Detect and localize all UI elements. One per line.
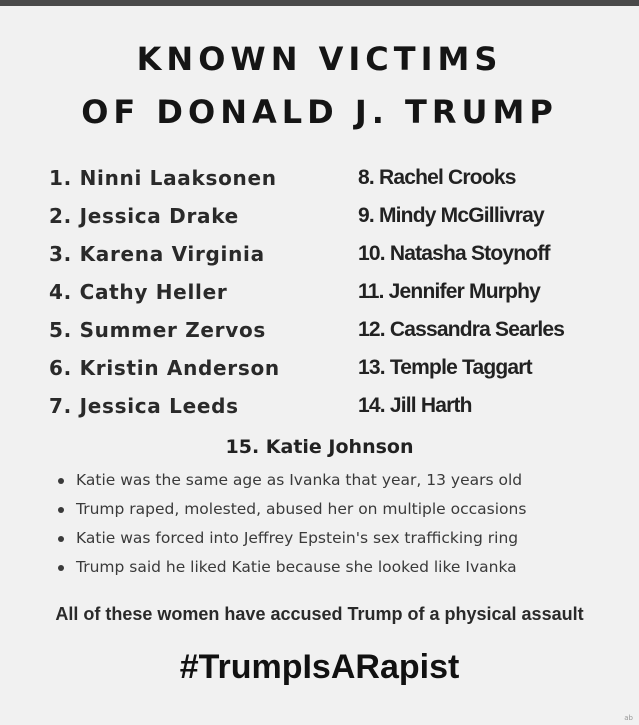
hashtag-text: #TrumpIsARapist	[179, 648, 460, 686]
featured-bullet-list	[58, 466, 526, 582]
list-item: 13. Temple Taggart	[358, 356, 532, 379]
list-item: 2. Jessica Drake	[49, 204, 239, 228]
bullet-item: Katie was the same age as Ivanka that year, 13 years old	[58, 466, 526, 495]
bullet-item: Trump raped, molested, abused her on multiple occasions	[58, 495, 526, 524]
corner-watermark: ab	[624, 714, 633, 722]
list-item: 8. Rachel Crooks	[358, 166, 516, 189]
list-item: 12. Cassandra Searles	[358, 318, 565, 341]
page-title-line-1: KNOWN VICTIMS	[136, 40, 503, 78]
list-item: 1. Ninni Laaksonen	[49, 166, 277, 190]
name-list-left	[49, 163, 280, 429]
list-item: 14. Jill Harth	[358, 394, 472, 417]
list-item: 6. Kristin Anderson	[49, 356, 280, 380]
list-item: 11. Jennifer Murphy	[358, 280, 541, 303]
list-item: 10. Natasha Stoynoff	[358, 242, 550, 265]
name-list-right	[358, 163, 564, 429]
list-item: 3. Karena Virginia	[49, 242, 265, 266]
list-item: 4. Cathy Heller	[49, 280, 228, 304]
top-border	[0, 0, 639, 6]
list-item: 9. Mindy McGillivray	[358, 204, 544, 227]
bullet-item: Katie was forced into Jeffrey Epstein's sex trafficking ring	[58, 524, 526, 553]
summary-statement: All of these women have accused Trump of a physical assault	[55, 604, 584, 624]
featured-name-heading: 15. Katie Johnson	[225, 436, 414, 458]
list-item: 5. Summer Zervos	[49, 318, 267, 342]
list-item: 7. Jessica Leeds	[49, 394, 239, 418]
page-title-line-2: OF DONALD J. TRUMP	[81, 93, 558, 131]
bullet-item: Trump said he liked Katie because she looked like Ivanka	[58, 553, 526, 582]
